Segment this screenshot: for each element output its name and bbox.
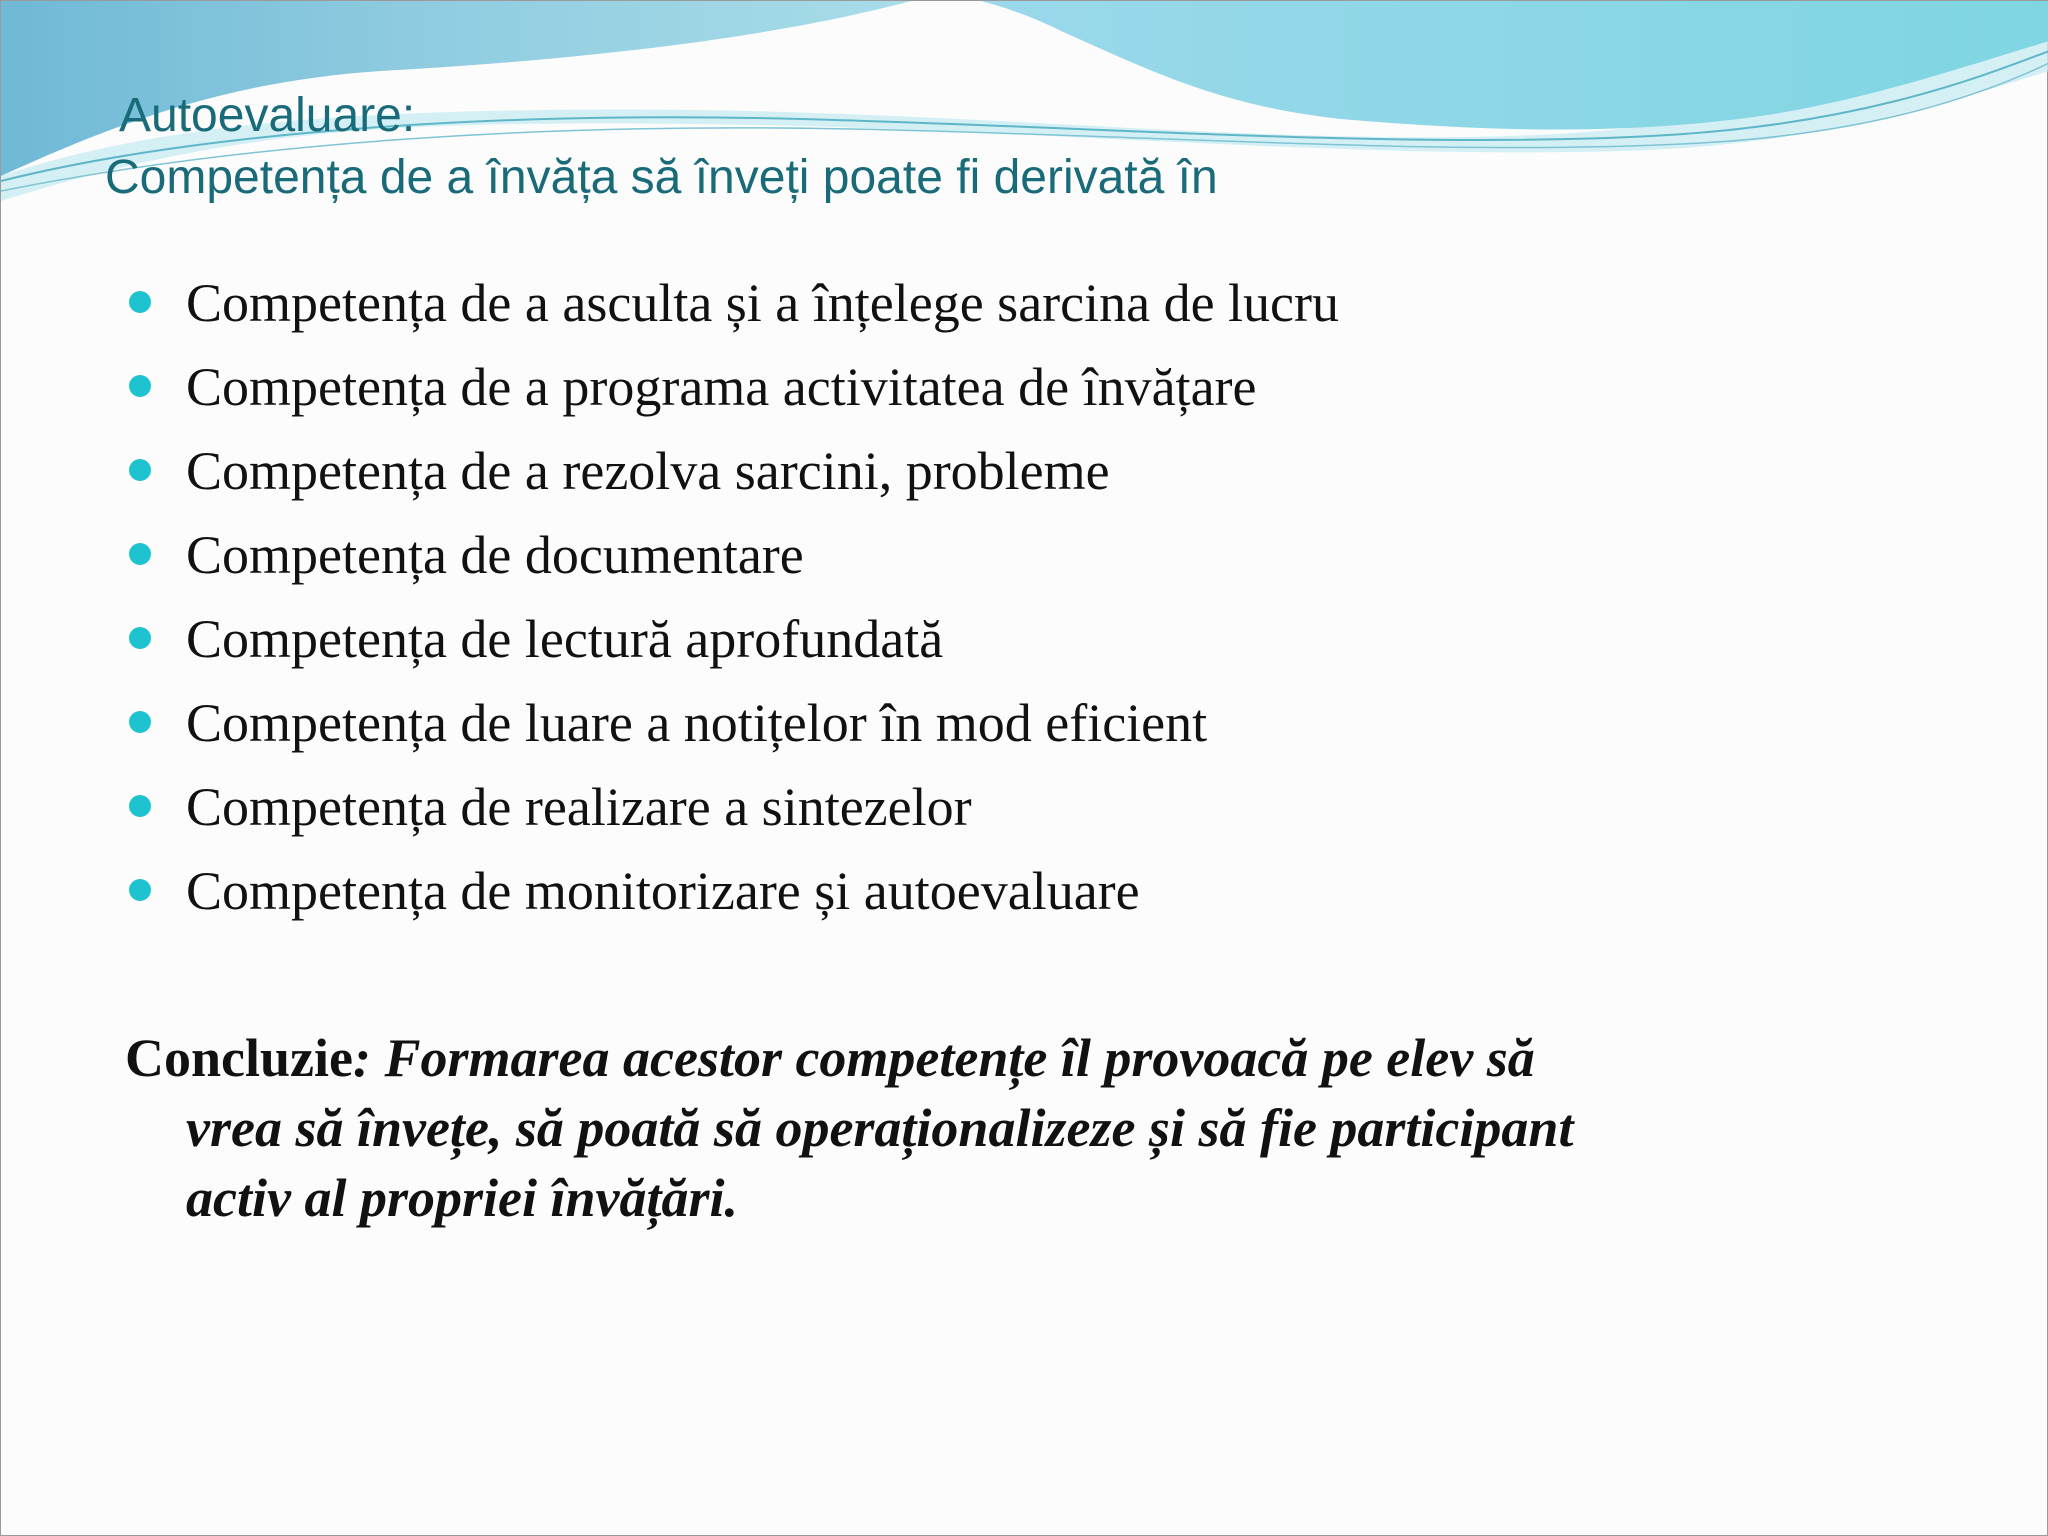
bullet-dot-icon: [129, 375, 151, 397]
bullet-dot-icon: [129, 879, 151, 901]
slide-title-line2: Competența de a învăța să înveți poate fi derivată în: [105, 151, 1218, 204]
conclusion-paragraph: [125, 1023, 1925, 1233]
list-item-text: Competența de monitorizare și autoevaluare: [186, 861, 1140, 921]
list-item: [1, 849, 1951, 933]
list-item-text: Competența de realizare a sintezelor: [186, 777, 972, 837]
bullet-dot-icon: [129, 459, 151, 481]
conclusion-label: Concluzie: [125, 1028, 353, 1088]
list-item-text: Competența de a rezolva sarcini, probleme: [186, 441, 1110, 501]
list-item-text: Competența de luare a notițelor în mod eficient: [186, 693, 1208, 753]
list-item-text: Competența de a programa activitatea de învățare: [186, 357, 1257, 417]
list-item: [1, 429, 1951, 513]
conclusion-text-1: : Formarea acestor competențe îl provoacă pe elev să: [352, 1028, 1535, 1088]
list-item: [1, 345, 1951, 429]
bullet-dot-icon: [129, 543, 151, 565]
list-item-text: Competența de lectură aprofundată: [186, 609, 944, 669]
slide-title-line1: Autoevaluare:: [119, 89, 416, 142]
list-item: [1, 513, 1951, 597]
bullet-dot-icon: [129, 627, 151, 649]
list-item-text: Competența de a asculta și a înțelege sarcina de lucru: [186, 273, 1340, 333]
conclusion-line-3: activ al propriei învățări.: [186, 1168, 738, 1228]
list-item-text: Competența de documentare: [186, 525, 804, 585]
list-item: [1, 261, 1951, 345]
list-item: [1, 765, 1951, 849]
bullet-dot-icon: [129, 795, 151, 817]
conclusion-line-2: vrea să învețe, să poată să operaționalizeze și să fie participant: [186, 1098, 1574, 1158]
list-item: [1, 681, 1951, 765]
bullet-dot-icon: [129, 291, 151, 313]
list-item: [1, 597, 1951, 681]
conclusion-line-1: [125, 1023, 1925, 1093]
competency-list: [1, 261, 1951, 933]
bullet-dot-icon: [129, 711, 151, 733]
